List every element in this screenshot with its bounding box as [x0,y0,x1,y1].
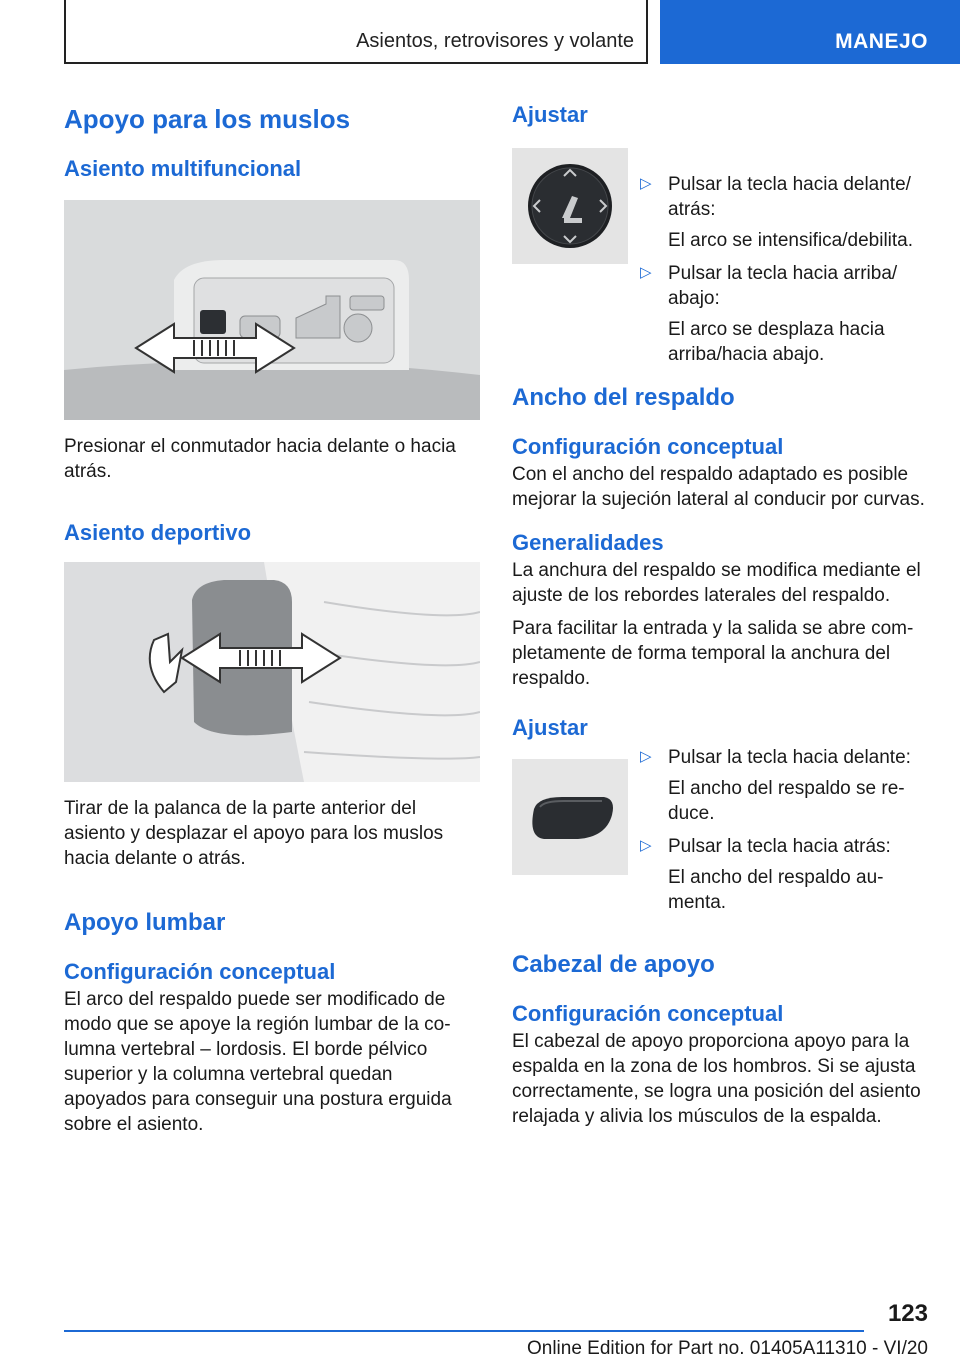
adjust-lumbar-list [636,172,928,367]
item-result: El ancho del respaldo aumenta. [668,867,884,913]
header-section-box [64,0,648,64]
item-action: Pulsar la tecla hacia delante: [668,747,911,768]
width-switch-image [512,759,628,875]
bullet-triangle-icon: ▷ [640,837,652,854]
heading-sport-seat: Asiento deportivo [64,520,252,545]
adjust-lumbar-item-1 [636,172,928,253]
bullet-triangle-icon: ▷ [640,175,652,192]
adjust-width-item-1 [636,745,928,826]
heading-adjust-lumbar: Ajustar [512,102,588,127]
item-result: El arco se desplaza hacia arriba/hacia abajo. [668,319,885,365]
adjust-lumbar-block [512,130,928,365]
paragraph-general-1: La anchura del respaldo se modifica mediante el ajuste de los rebordes laterales del respaldo. [512,560,921,606]
adjust-width-block [512,743,928,939]
heading-width-concept: Configuración conceptual [512,434,784,459]
paragraph-headrest: El cabezal de apoyo proporciona apoyo para la espalda en la zona de los hombros. Si se ajusta correctamente, se logra una posición del asiento relajada y alivia los músculos de la espalda. [512,1031,921,1127]
bullet-triangle-icon: ▷ [640,264,652,281]
chapter-tab[interactable] [660,0,960,64]
paragraph-multifunction: Presionar el conmutador hacia delante o hacia atrás. [64,436,456,482]
heading-lumbar-concept: Configuración conceptual [64,959,336,984]
footer-rule [64,1330,864,1332]
heading-multifunction-seat: Asiento multifuncional [64,156,302,181]
heading-general: Generalidades [512,530,664,555]
item-action: Pulsar la tecla hacia arriba/ abajo: [668,263,898,309]
multifunction-seat-image [64,200,480,420]
bullet-triangle-icon: ▷ [640,748,652,765]
adjust-lumbar-item-2 [636,261,928,367]
edition-note: Online Edition for Part no. 01405A11310 - VI/20 [526,1338,928,1359]
adjust-width-list [636,745,928,915]
paragraph-lumbar: El arco del respaldo puede ser modificado de modo que se apoye la región lumbar de la columna vertebral – lordosis. El borde pélvico superior y la columna vertebral quedan apoyados para conseguir una postura erguida sobre el asiento. [64,989,452,1135]
paragraph-sport-seat: Tirar de la palanca de la parte anterior del asiento y desplazar el apoyo para los muslos hacia delante o atrás. [64,798,444,869]
left-column [64,100,480,1137]
chapter-tab-label: MANEJO [835,30,928,53]
right-column [512,100,928,1129]
heading-lumbar-support: Apoyo lumbar [64,909,226,936]
lumbar-switch-image [512,148,628,264]
paragraph-general-2: Para facilitar la entrada y la salida se abre completamente de forma temporal la anchura del respaldo. [512,618,914,689]
heading-backrest-width: Ancho del respaldo [512,384,735,411]
sport-seat-image [64,562,480,782]
paragraph-width-concept: Con el ancho del respaldo adaptado es posible mejorar la sujeción lateral al conducir por curvas. [512,464,925,510]
heading-headrest: Cabezal de apoyo [512,951,715,978]
heading-headrest-concept: Configuración conceptual [512,1001,784,1026]
item-action: Pulsar la tecla hacia atrás: [668,836,891,857]
item-result: El arco se intensifica/debilita. [668,230,914,251]
section-title: Asientos, retrovisores y volante [356,30,634,52]
item-action: Pulsar la tecla hacia delante/ atrás: [668,174,911,220]
heading-adjust-width: Ajustar [512,715,588,740]
adjust-width-item-2 [636,834,928,915]
item-result: El ancho del respaldo se reduce. [668,778,905,824]
page-number: 123 [887,1300,928,1327]
heading-thigh-support: Apoyo para los muslos [64,104,351,134]
